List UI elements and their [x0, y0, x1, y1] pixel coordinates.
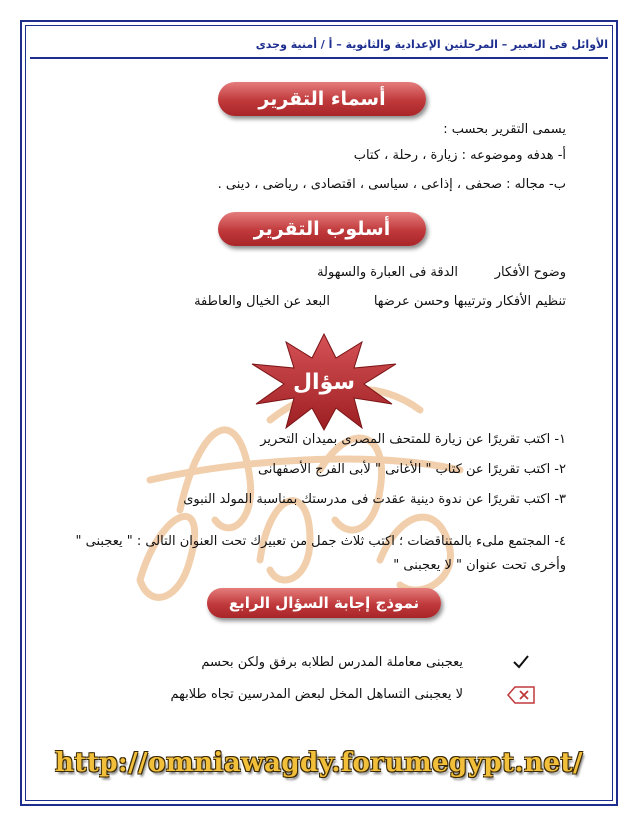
section-title-model-answer: نموذج إجابة السؤال الرابع	[207, 588, 441, 618]
section-title-report-names: أسماء التقرير	[218, 82, 426, 116]
header-divider	[30, 57, 608, 59]
delete-x-icon	[507, 686, 535, 704]
check-icon	[512, 654, 530, 670]
question-4-line1: ٤- المجتمع ملىء بالمتناقضات ؛ اكتب ثلاث جمل من تعبيرك تحت العنوان التالى : " يعجبنى "	[75, 534, 566, 549]
question-2: ٢- اكتب تقريرًا عن كتاب " الأغانى " لأبى الفرج الأصفهانى	[257, 462, 566, 477]
style-item-precision: الدقة فى العبارة والسهولة	[317, 265, 458, 280]
section-title-report-style: أسلوب التقرير	[218, 212, 426, 246]
question-title: سؤال	[292, 369, 356, 395]
page-header: الأوائل فى التعبير – المرحلتين الإعدادية والثانوية – أ / أمنية وجدى	[255, 38, 608, 51]
style-item-objectivity: البعد عن الخيال والعاطفة	[194, 294, 330, 309]
model-like: يعجبنى معاملة المدرس لطلابه برفق ولكن بحسم	[201, 655, 463, 670]
names-item-a: أ- هدفه وموضوعه : زيارة ، رحلة ، كتاب	[353, 148, 566, 163]
model-dislike: لا يعجبنى التساهل المخل لبعض المدرسين تجاه طلابهم	[170, 687, 463, 702]
footer-url[interactable]: http://omniawagdy.forumegypt.net/	[54, 748, 584, 778]
question-3: ٣- اكتب تقريرًا عن ندوة دينية عقدت فى مدرستك بمناسبة المولد النبوى	[183, 492, 566, 507]
names-item-b: ب- مجاله : صحفى ، إذاعى ، سياسى ، اقتصادى ، رياضى ، دينى .	[217, 177, 566, 192]
style-item-clarity: وضوح الأفكار	[494, 265, 566, 280]
style-item-organization: تنظيم الأفكار وترتيبها وحسن عرضها	[373, 294, 566, 309]
names-intro: يسمى التقرير بحسب :	[443, 122, 566, 137]
question-4-line2: وأخرى تحت عنوان " لا يعجبنى "	[393, 558, 566, 573]
question-1: ١- اكتب تقريرًا عن زيارة للمتحف المصرى بميدان التحرير	[260, 432, 566, 447]
